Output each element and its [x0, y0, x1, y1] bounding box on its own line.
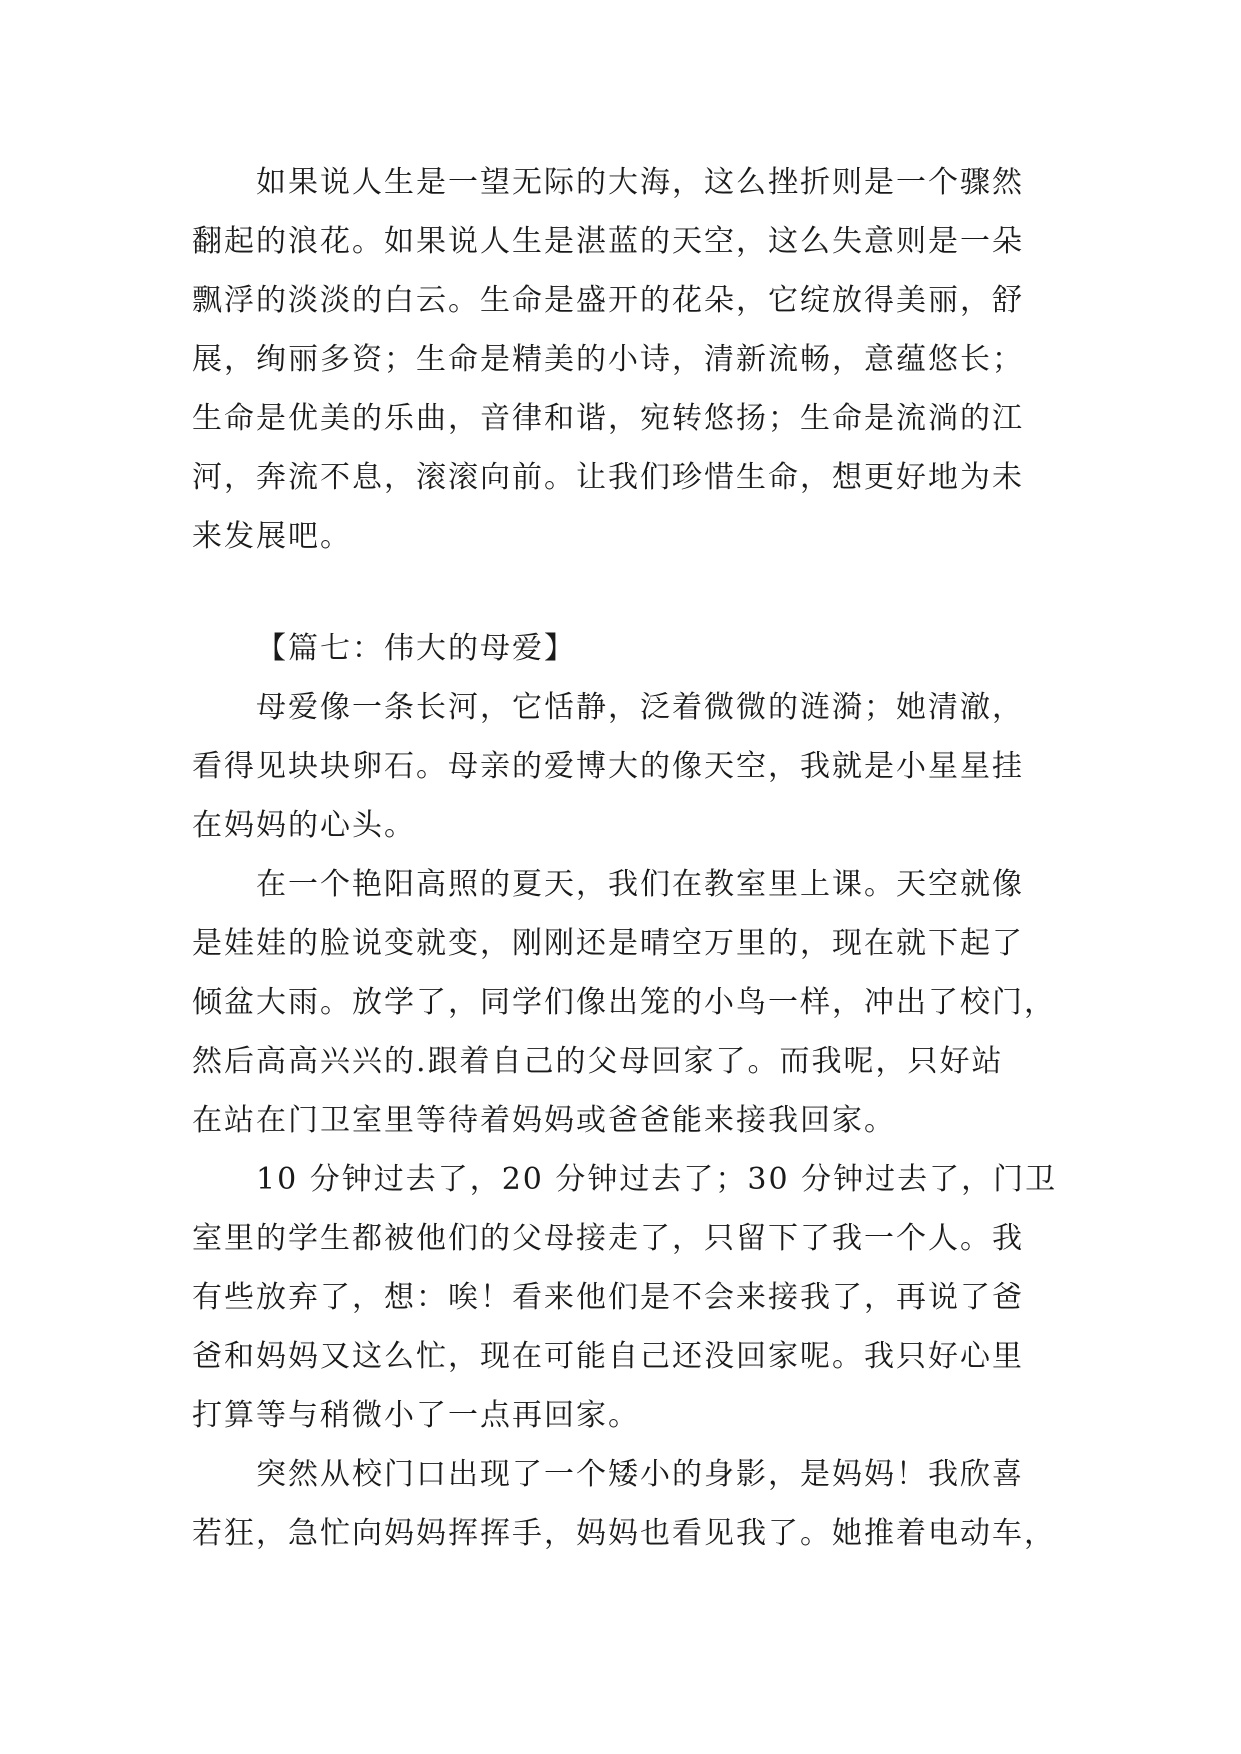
paragraph-1-line-6: 河，奔流不息，滚滚向前。让我们珍惜生命，想更好地为未: [192, 460, 1024, 495]
paragraph-4-line-3: 有些放弃了，想：唉！看来他们是不会来接我了，再说了爸: [192, 1280, 1024, 1315]
paragraph-3-line-2: 是娃娃的脸说变就变，刚刚还是晴空万里的，现在就下起了: [192, 926, 1024, 961]
paragraph-4-line-2: 室里的学生都被他们的父母接走了，只留下了我一个人。我: [192, 1221, 1024, 1256]
paragraph-3-line-1: 在一个艳阳高照的夏天，我们在教室里上课。天空就像: [256, 867, 1024, 902]
paragraph-2-line-3: 在妈妈的心头。: [192, 808, 416, 843]
paragraph-1-line-7: 来发展吧。: [192, 519, 352, 554]
paragraph-1-line-4: 展，绚丽多资；生命是精美的小诗，清新流畅，意蕴悠长；: [192, 342, 1024, 377]
paragraph-4-line-4: 爸和妈妈又这么忙，现在可能自己还没回家呢。我只好心里: [192, 1339, 1024, 1374]
paragraph-2-line-2: 看得见块块卵石。母亲的爱博大的像天空，我就是小星星挂: [192, 749, 1024, 784]
paragraph-5-line-1: 突然从校门口出现了一个矮小的身影，是妈妈！我欣喜: [256, 1457, 1024, 1492]
paragraph-1-line-1: 如果说人生是一望无际的大海，这么挫折则是一个骤然: [256, 165, 1024, 200]
paragraph-3-line-3: 倾盆大雨。放学了，同学们像出笼的小鸟一样，冲出了校门，: [192, 985, 1056, 1020]
paragraph-1-line-5: 生命是优美的乐曲，音律和谐，宛转悠扬；生命是流淌的江: [192, 401, 1024, 436]
section-heading: 【篇七：伟大的母爱】: [256, 631, 576, 666]
paragraph-3-line-4: 然后高高兴兴的.跟着自己的父母回家了。而我呢，只好站: [192, 1044, 1004, 1079]
paragraph-2-line-1: 母爱像一条长河，它恬静，泛着微微的涟漪；她清澈，: [256, 690, 1024, 725]
paragraph-4-line-5: 打算等与稍微小了一点再回家。: [192, 1398, 640, 1433]
paragraph-4-line-1: 10 分钟过去了，20 分钟过去了；30 分钟过去了，门卫: [256, 1162, 1058, 1197]
paragraph-1-line-2: 翻起的浪花。如果说人生是湛蓝的天空，这么失意则是一朵: [192, 224, 1024, 259]
paragraph-5-line-2: 若狂，急忙向妈妈挥挥手，妈妈也看见我了。她推着电动车，: [192, 1516, 1056, 1551]
paragraph-3-line-5: 在站在门卫室里等待着妈妈或爸爸能来接我回家。: [192, 1103, 896, 1138]
paragraph-1-line-3: 飘浮的淡淡的白云。生命是盛开的花朵，它绽放得美丽，舒: [192, 283, 1024, 318]
